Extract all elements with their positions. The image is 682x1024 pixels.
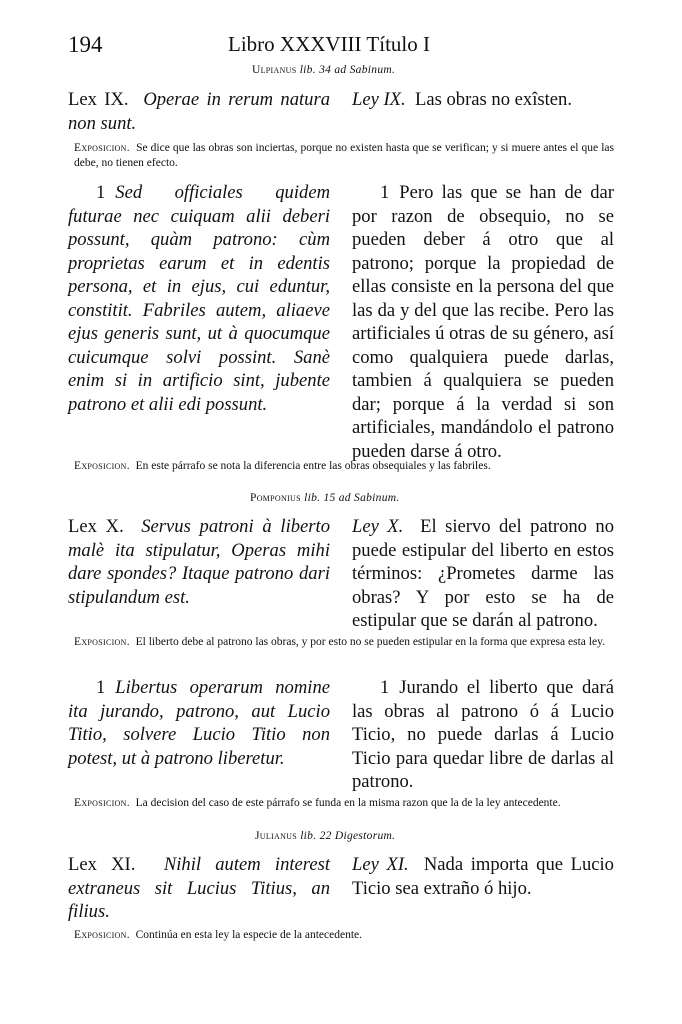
latin-lex-xi: Lex XI. Nihil autem interest extraneus sit Lucius Titius, an filius. [68, 854, 330, 922]
spanish-ley-x: Ley X. El siervo del patrono no puede estipular del liberto en estos términos: ¿Prometes darme las obras? Y por esto se ha de estipular que se darán al patrono. [352, 516, 614, 631]
exposicion-note: Exposicion. Se dice que las obras son inciertas, porque no existen hasta que se verifican; y si muere antes el que las debe, no tienen efecto. [74, 142, 614, 169]
latin-lex-ix: Lex IX. Operae in rerum natura non sunt. [68, 89, 331, 134]
source-citation: Julianus lib. 22 Digestorum. [255, 830, 396, 842]
page-number: 194 [68, 32, 103, 57]
exposicion-note: Exposicion. El liberto debe al patrono las obras, y por esto no se pueden estipular en la forma que expresa esta ley. [74, 636, 605, 648]
source-citation: Ulpianus lib. 34 ad Sabinum. [252, 64, 396, 76]
running-title: Libro XXXVIII Título I [228, 32, 430, 56]
spanish-ley-xi: Ley XI. Nada importa que Lucio Ticio sea extraño ó hijo. [352, 854, 614, 899]
exposicion-note: Exposicion. En este párrafo se nota la diferencia entre las obras obsequiales y las fabriles. [74, 460, 491, 472]
latin-paragraph-1: 1 Sed officiales quidem futurae nec cuiquam alii deberi possunt, quàm patrono: cùm proprietas earum et in edentis persona, et in ejus, cui eduntur, constitit. Fabriles autem, aliaeve ejus generis sunt, ut à quocumque cuicumque solvi possint. Sanè enim si in artificio sint, jubente patrono et alii edi possunt. [68, 182, 330, 415]
spanish-paragraph-1: 1 Pero las que se han de dar por razon de obsequio, no se pueden deber á otro que al patrono; porque la propiedad de ellas consiste en la persona del que las da y del que las recibe. Pero las artificiales ú otras de su género, así como qualquiera puede darlas, tambien á qualquiera se pueden dar; porque á la verdad si son artificiales, mandándolo el patrono pueden darse á otro. [352, 182, 614, 462]
latin-lex-x: Lex X. Servus patroni à liberto malè ita stipulatur, Operas mihi dare spondes? Itaque patrono dari stipulandum est. [68, 516, 330, 608]
spanish-ley-ix: Ley IX. Las obras no exîsten. [352, 89, 572, 110]
exposicion-note: Exposicion. Continúa en esta ley la especie de la antecedente. [74, 929, 363, 941]
spanish-paragraph-1: 1 Jurando el liberto que dará las obras al patrono ó á Lucio Ticio, no puede darlas á Lucio Ticio para quedar libre de darlas al patrono. [352, 677, 614, 792]
exposicion-note: Exposicion. La decision del caso de este párrafo se funda en la misma razon que la de la ley antecedente. [74, 797, 561, 809]
latin-paragraph-1: 1 Libertus operarum nomine ita jurando, patrono, aut Lucio Titio, solvere Lucio Titio non potest, ut à patrono liberetur. [68, 677, 330, 769]
source-citation: Pomponius lib. 15 ad Sabinum. [250, 492, 400, 504]
